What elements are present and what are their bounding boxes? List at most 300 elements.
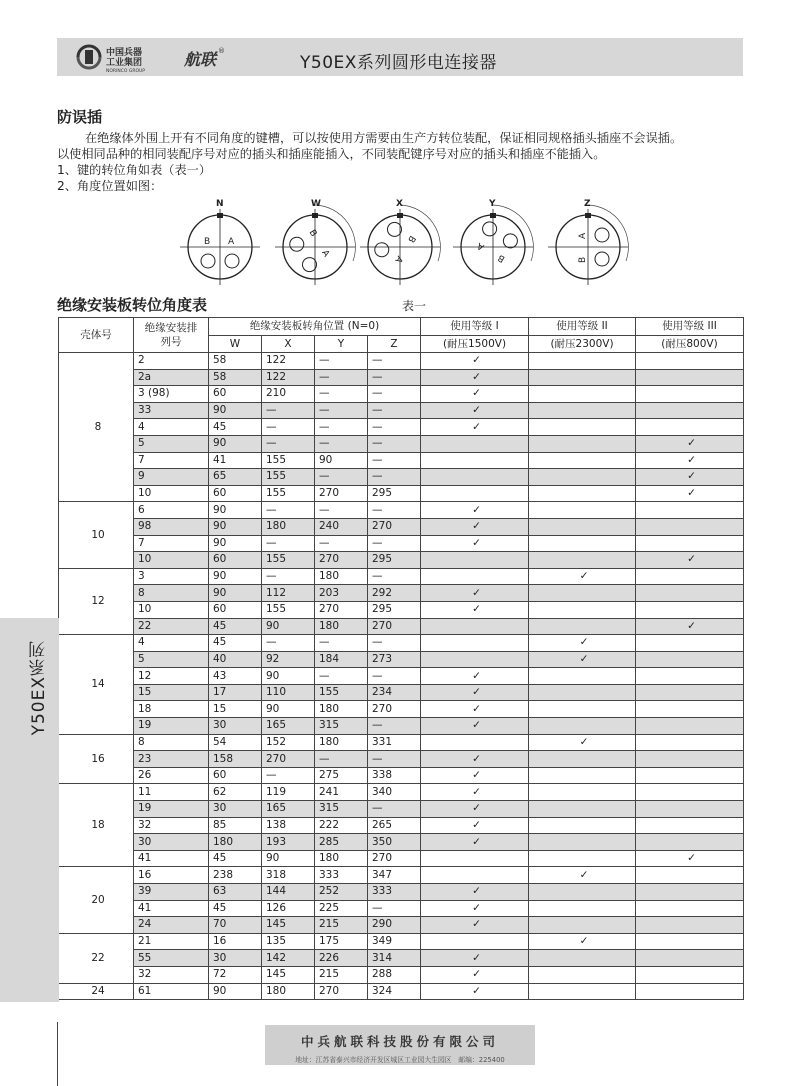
check-icon: ✓ [472, 901, 481, 914]
angle-y: 175 [315, 933, 368, 950]
grade-3-cell [636, 718, 744, 735]
check-icon: ✓ [579, 735, 589, 748]
grade-1-cell [421, 684, 529, 701]
grade-2-cell [529, 950, 636, 967]
angle-x: 90 [262, 850, 315, 867]
header-grade1: 使用等级 I [421, 318, 529, 336]
angle-y: 270 [315, 485, 368, 502]
angle-z: — [368, 535, 421, 552]
grade-1-cell [421, 618, 529, 635]
angle-z: 295 [368, 552, 421, 569]
check-icon: ✓ [472, 951, 481, 964]
angle-z: — [368, 452, 421, 469]
layout-number: 10 [134, 601, 209, 618]
grade-3-cell [636, 353, 744, 370]
table-row [59, 435, 744, 452]
layout-number: 32 [134, 817, 209, 834]
svg-text:B: B [204, 237, 211, 247]
shell-number: 16 [59, 734, 134, 784]
angle-y: 315 [315, 801, 368, 818]
layout-number: 39 [134, 884, 209, 901]
grade-1-cell [421, 402, 529, 419]
grade-1-cell [421, 568, 529, 585]
grade-1-cell [421, 585, 529, 602]
grade-2-cell [529, 668, 636, 685]
grade-3-cell [636, 435, 744, 452]
angle-x: 90 [262, 701, 315, 718]
table-row [59, 618, 744, 635]
grade-3-cell [636, 850, 744, 867]
angle-z: 333 [368, 884, 421, 901]
grade-1-cell [421, 668, 529, 685]
grade-1-cell [421, 784, 529, 801]
angle-w: 60 [209, 767, 262, 784]
angle-diagram-n [180, 199, 260, 285]
grade-2-cell [529, 767, 636, 784]
angle-x: 145 [262, 917, 315, 934]
check-icon: ✓ [472, 354, 481, 367]
angle-w: 158 [209, 751, 262, 768]
angle-w: 16 [209, 933, 262, 950]
svg-text:B: B [496, 251, 507, 264]
angle-w: 30 [209, 801, 262, 818]
table-row [59, 651, 744, 668]
grade-2-cell [529, 751, 636, 768]
angle-y: — [315, 502, 368, 519]
check-icon: ✓ [472, 918, 481, 931]
grade-3-cell [636, 701, 744, 718]
angle-x: 165 [262, 801, 315, 818]
layout-number: 10 [134, 485, 209, 502]
angle-w: 58 [209, 353, 262, 370]
layout-number: 2 [134, 353, 209, 370]
layout-number: 41 [134, 900, 209, 917]
grade-3-cell [636, 668, 744, 685]
angle-w: 45 [209, 618, 262, 635]
angle-z: 349 [368, 933, 421, 950]
angle-w: 60 [209, 386, 262, 403]
angle-x: 112 [262, 585, 315, 602]
grade-3-cell [636, 684, 744, 701]
angle-y: — [315, 386, 368, 403]
check-icon: ✓ [472, 669, 481, 682]
angle-w: 17 [209, 684, 262, 701]
angle-y: 241 [315, 784, 368, 801]
grade-2-cell [529, 552, 636, 569]
header-shell: 壳体号 [59, 318, 134, 353]
grade-3-cell [636, 635, 744, 652]
angle-y: 180 [315, 734, 368, 751]
grade-1-cell [421, 933, 529, 950]
layout-number: 19 [134, 801, 209, 818]
table-row [59, 601, 744, 618]
svg-text:B: B [306, 228, 319, 239]
angle-z: — [368, 718, 421, 735]
angle-w: 30 [209, 950, 262, 967]
grade-2-cell [529, 369, 636, 386]
table-row [59, 684, 744, 701]
table-title: 绝缘安装板转位角度表 [57, 296, 208, 314]
table-row [59, 900, 744, 917]
angle-w: 180 [209, 834, 262, 851]
angle-z: 295 [368, 601, 421, 618]
grade-3-cell [636, 419, 744, 436]
grade-2-cell [529, 635, 636, 652]
table-row [59, 867, 744, 884]
brand-en: NORINCO GROUP [106, 69, 146, 73]
angle-w: 85 [209, 817, 262, 834]
angle-x: 92 [262, 651, 315, 668]
footer [265, 1025, 535, 1065]
grade-2-cell [529, 900, 636, 917]
layout-number: 6 [134, 502, 209, 519]
angle-x: 165 [262, 718, 315, 735]
angle-x: 155 [262, 552, 315, 569]
check-icon: ✓ [687, 619, 696, 632]
angle-y: 226 [315, 950, 368, 967]
angle-z: — [368, 751, 421, 768]
grade-2-cell [529, 817, 636, 834]
grade-2-cell [529, 933, 636, 950]
grade-3-cell [636, 452, 744, 469]
angle-x: 180 [262, 983, 315, 1000]
table-row [59, 419, 744, 436]
grade-3-cell [636, 601, 744, 618]
angle-z: 340 [368, 784, 421, 801]
angle-w: 45 [209, 850, 262, 867]
table-row [59, 966, 744, 983]
brand-line2: 工业集团 [106, 58, 143, 68]
header-angle: 绝缘安装板转角位置 (N=0) [209, 318, 421, 336]
grade-2-cell [529, 834, 636, 851]
angle-y: 252 [315, 884, 368, 901]
grade-1-cell [421, 817, 529, 834]
angle-w: 62 [209, 784, 262, 801]
layout-number: 19 [134, 718, 209, 735]
angle-z: — [368, 801, 421, 818]
footer-company: 中兵航联科技股份有限公司 [300, 1034, 499, 1049]
angle-z: — [368, 386, 421, 403]
angle-x: 90 [262, 618, 315, 635]
angle-z: 338 [368, 767, 421, 784]
check-icon: ✓ [472, 984, 481, 997]
angle-y: — [315, 369, 368, 386]
angle-z: 265 [368, 817, 421, 834]
grade-3-cell [636, 966, 744, 983]
grade-1-cell [421, 552, 529, 569]
grade-1-cell [421, 535, 529, 552]
grade-3-cell [636, 884, 744, 901]
angle-z: 314 [368, 950, 421, 967]
angle-w: 58 [209, 369, 262, 386]
angle-x: — [262, 535, 315, 552]
check-icon: ✓ [687, 470, 696, 483]
grade-3-cell [636, 469, 744, 486]
angle-x: 180 [262, 518, 315, 535]
angle-x: 193 [262, 834, 315, 851]
angle-x: 155 [262, 469, 315, 486]
grade-3-cell [636, 386, 744, 403]
angle-w: 45 [209, 635, 262, 652]
header-layout: 绝缘安装排列号 [134, 318, 209, 353]
angle-z: — [368, 369, 421, 386]
grade-3-cell [636, 751, 744, 768]
header-grade3: 使用等级 III [636, 318, 744, 336]
grade-1-cell [421, 751, 529, 768]
table-row [59, 502, 744, 519]
table-row [59, 552, 744, 569]
grade-3-cell [636, 784, 744, 801]
svg-text:A: A [578, 232, 588, 239]
layout-number: 21 [134, 933, 209, 950]
table-row [59, 518, 744, 535]
angle-x: 90 [262, 668, 315, 685]
angle-y: — [315, 535, 368, 552]
table-row [59, 817, 744, 834]
grade-3-cell [636, 933, 744, 950]
header-grade2: 使用等级 II [529, 318, 636, 336]
grade-2-cell [529, 535, 636, 552]
angle-w: 238 [209, 867, 262, 884]
angle-x: 270 [262, 751, 315, 768]
grade-1-cell [421, 718, 529, 735]
angle-y: 222 [315, 817, 368, 834]
brand-line1: 中国兵器 [106, 48, 143, 58]
angle-z: — [368, 502, 421, 519]
check-icon: ✓ [579, 570, 589, 583]
grade-2-cell [529, 718, 636, 735]
angle-x: 142 [262, 950, 315, 967]
table-row [59, 353, 744, 370]
angle-y: 90 [315, 452, 368, 469]
footer-divider [57, 1022, 58, 1086]
layout-number: 23 [134, 751, 209, 768]
check-icon: ✓ [472, 536, 481, 549]
angle-w: 90 [209, 402, 262, 419]
angle-x: 126 [262, 900, 315, 917]
angle-x: — [262, 635, 315, 652]
grade-1-cell [421, 850, 529, 867]
angle-y: 180 [315, 850, 368, 867]
table-row [59, 402, 744, 419]
check-icon: ✓ [687, 852, 696, 865]
layout-number: 55 [134, 950, 209, 967]
layout-number: 7 [134, 452, 209, 469]
diagram-label: N [216, 199, 224, 209]
check-icon: ✓ [687, 553, 696, 566]
angle-z: — [368, 419, 421, 436]
grade-1-cell [421, 767, 529, 784]
table-row [59, 568, 744, 585]
page-title: Y50EX系列圆形电连接器 [300, 53, 497, 73]
angle-diagram-z [548, 199, 628, 285]
grade-1-cell [421, 485, 529, 502]
side-tab-label: Y50EX系列 [29, 640, 49, 736]
grade-1-cell [421, 502, 529, 519]
svg-text:B: B [578, 256, 588, 263]
angle-w: 63 [209, 884, 262, 901]
grade-3-cell [636, 651, 744, 668]
angle-w: 43 [209, 668, 262, 685]
grade-2-cell [529, 734, 636, 751]
grade-3-cell [636, 485, 744, 502]
grade-2-cell [529, 784, 636, 801]
angle-z: 347 [368, 867, 421, 884]
angle-y: 270 [315, 601, 368, 618]
grade-1-cell [421, 435, 529, 452]
angle-x: 122 [262, 353, 315, 370]
layout-number: 33 [134, 402, 209, 419]
angle-z: — [368, 435, 421, 452]
grade-1-cell [421, 801, 529, 818]
check-icon: ✓ [472, 370, 481, 383]
grade-2-cell [529, 850, 636, 867]
layout-number: 16 [134, 867, 209, 884]
svg-text:B: B [405, 233, 417, 244]
grade-1-cell [421, 651, 529, 668]
angle-w: 90 [209, 518, 262, 535]
angle-x: 122 [262, 369, 315, 386]
shell-number: 10 [59, 502, 134, 568]
grade-2-cell [529, 518, 636, 535]
grade-2-cell [529, 353, 636, 370]
angle-z: 292 [368, 585, 421, 602]
grade-2-cell [529, 983, 636, 1000]
angle-x: 145 [262, 966, 315, 983]
angle-w: 90 [209, 502, 262, 519]
angle-y: — [315, 668, 368, 685]
table-row [59, 751, 744, 768]
angle-w: 15 [209, 701, 262, 718]
grade-3-cell [636, 867, 744, 884]
grade-1-cell [421, 734, 529, 751]
grade-2-cell [529, 386, 636, 403]
angle-x: 144 [262, 884, 315, 901]
layout-number: 22 [134, 618, 209, 635]
grade-2-cell [529, 651, 636, 668]
angle-w: 90 [209, 585, 262, 602]
header-x: X [262, 336, 315, 353]
angle-y: 240 [315, 518, 368, 535]
angle-x: — [262, 767, 315, 784]
table-row [59, 850, 744, 867]
angle-z: — [368, 469, 421, 486]
angle-z: — [368, 900, 421, 917]
table-row [59, 884, 744, 901]
svg-text:®: ® [218, 47, 225, 55]
grade-3-cell [636, 834, 744, 851]
table-row [59, 734, 744, 751]
grade-1-cell [421, 469, 529, 486]
layout-number: 11 [134, 784, 209, 801]
angle-z: 270 [368, 850, 421, 867]
header-z: Z [368, 336, 421, 353]
angle-x: 318 [262, 867, 315, 884]
angle-w: 60 [209, 552, 262, 569]
angle-y: 315 [315, 718, 368, 735]
table-row [59, 718, 744, 735]
grade-3-cell [636, 585, 744, 602]
table-row [59, 535, 744, 552]
angle-x: 110 [262, 684, 315, 701]
angle-y: — [315, 419, 368, 436]
layout-number: 5 [134, 651, 209, 668]
check-icon: ✓ [472, 702, 481, 715]
layout-number: 3 (98) [134, 386, 209, 403]
check-icon: ✓ [472, 404, 481, 417]
angle-x: 155 [262, 452, 315, 469]
angle-y: 270 [315, 552, 368, 569]
angle-y: — [315, 435, 368, 452]
angle-y: 270 [315, 983, 368, 1000]
layout-number: 4 [134, 419, 209, 436]
grade-1-cell [421, 635, 529, 652]
header-w: W [209, 336, 262, 353]
angle-w: 41 [209, 452, 262, 469]
check-icon: ✓ [579, 868, 589, 881]
grade-3-cell [636, 900, 744, 917]
layout-number: 26 [134, 767, 209, 784]
layout-number: 8 [134, 585, 209, 602]
norinco-logo-icon [72, 41, 252, 73]
check-icon: ✓ [472, 686, 481, 699]
angle-w: 90 [209, 568, 262, 585]
angle-y: 203 [315, 585, 368, 602]
angle-z: 270 [368, 518, 421, 535]
check-icon: ✓ [579, 935, 589, 948]
check-icon: ✓ [472, 885, 481, 898]
grade-1-cell [421, 950, 529, 967]
layout-number: 5 [134, 435, 209, 452]
angle-z: 234 [368, 684, 421, 701]
table-row [59, 469, 744, 486]
svg-text:A: A [228, 237, 235, 247]
grade-1-cell [421, 452, 529, 469]
table-row [59, 668, 744, 685]
check-icon: ✓ [472, 752, 481, 765]
angle-w: 30 [209, 718, 262, 735]
angle-diagram-x [360, 199, 440, 285]
angle-x: — [262, 402, 315, 419]
layout-number: 24 [134, 917, 209, 934]
grade-3-cell [636, 535, 744, 552]
shell-number: 8 [59, 353, 134, 502]
angle-x: 155 [262, 601, 315, 618]
angle-w: 54 [209, 734, 262, 751]
angle-y: 155 [315, 684, 368, 701]
angle-z: 290 [368, 917, 421, 934]
angle-y: — [315, 635, 368, 652]
grade-3-cell [636, 983, 744, 1000]
angle-z: 288 [368, 966, 421, 983]
angle-y: — [315, 353, 368, 370]
layout-number: 98 [134, 518, 209, 535]
angle-w: 45 [209, 900, 262, 917]
grade-1-cell [421, 867, 529, 884]
table-row [59, 834, 744, 851]
header-grade1-voltage: (耐压1500V) [421, 336, 529, 353]
check-icon: ✓ [472, 520, 481, 533]
angle-z: 331 [368, 734, 421, 751]
layout-number: 15 [134, 684, 209, 701]
angle-x: 152 [262, 734, 315, 751]
layout-number: 3 [134, 568, 209, 585]
svg-text:A: A [392, 253, 405, 265]
shell-number: 20 [59, 867, 134, 933]
angle-y: 180 [315, 701, 368, 718]
layout-number: 41 [134, 850, 209, 867]
grade-1-cell [421, 601, 529, 618]
